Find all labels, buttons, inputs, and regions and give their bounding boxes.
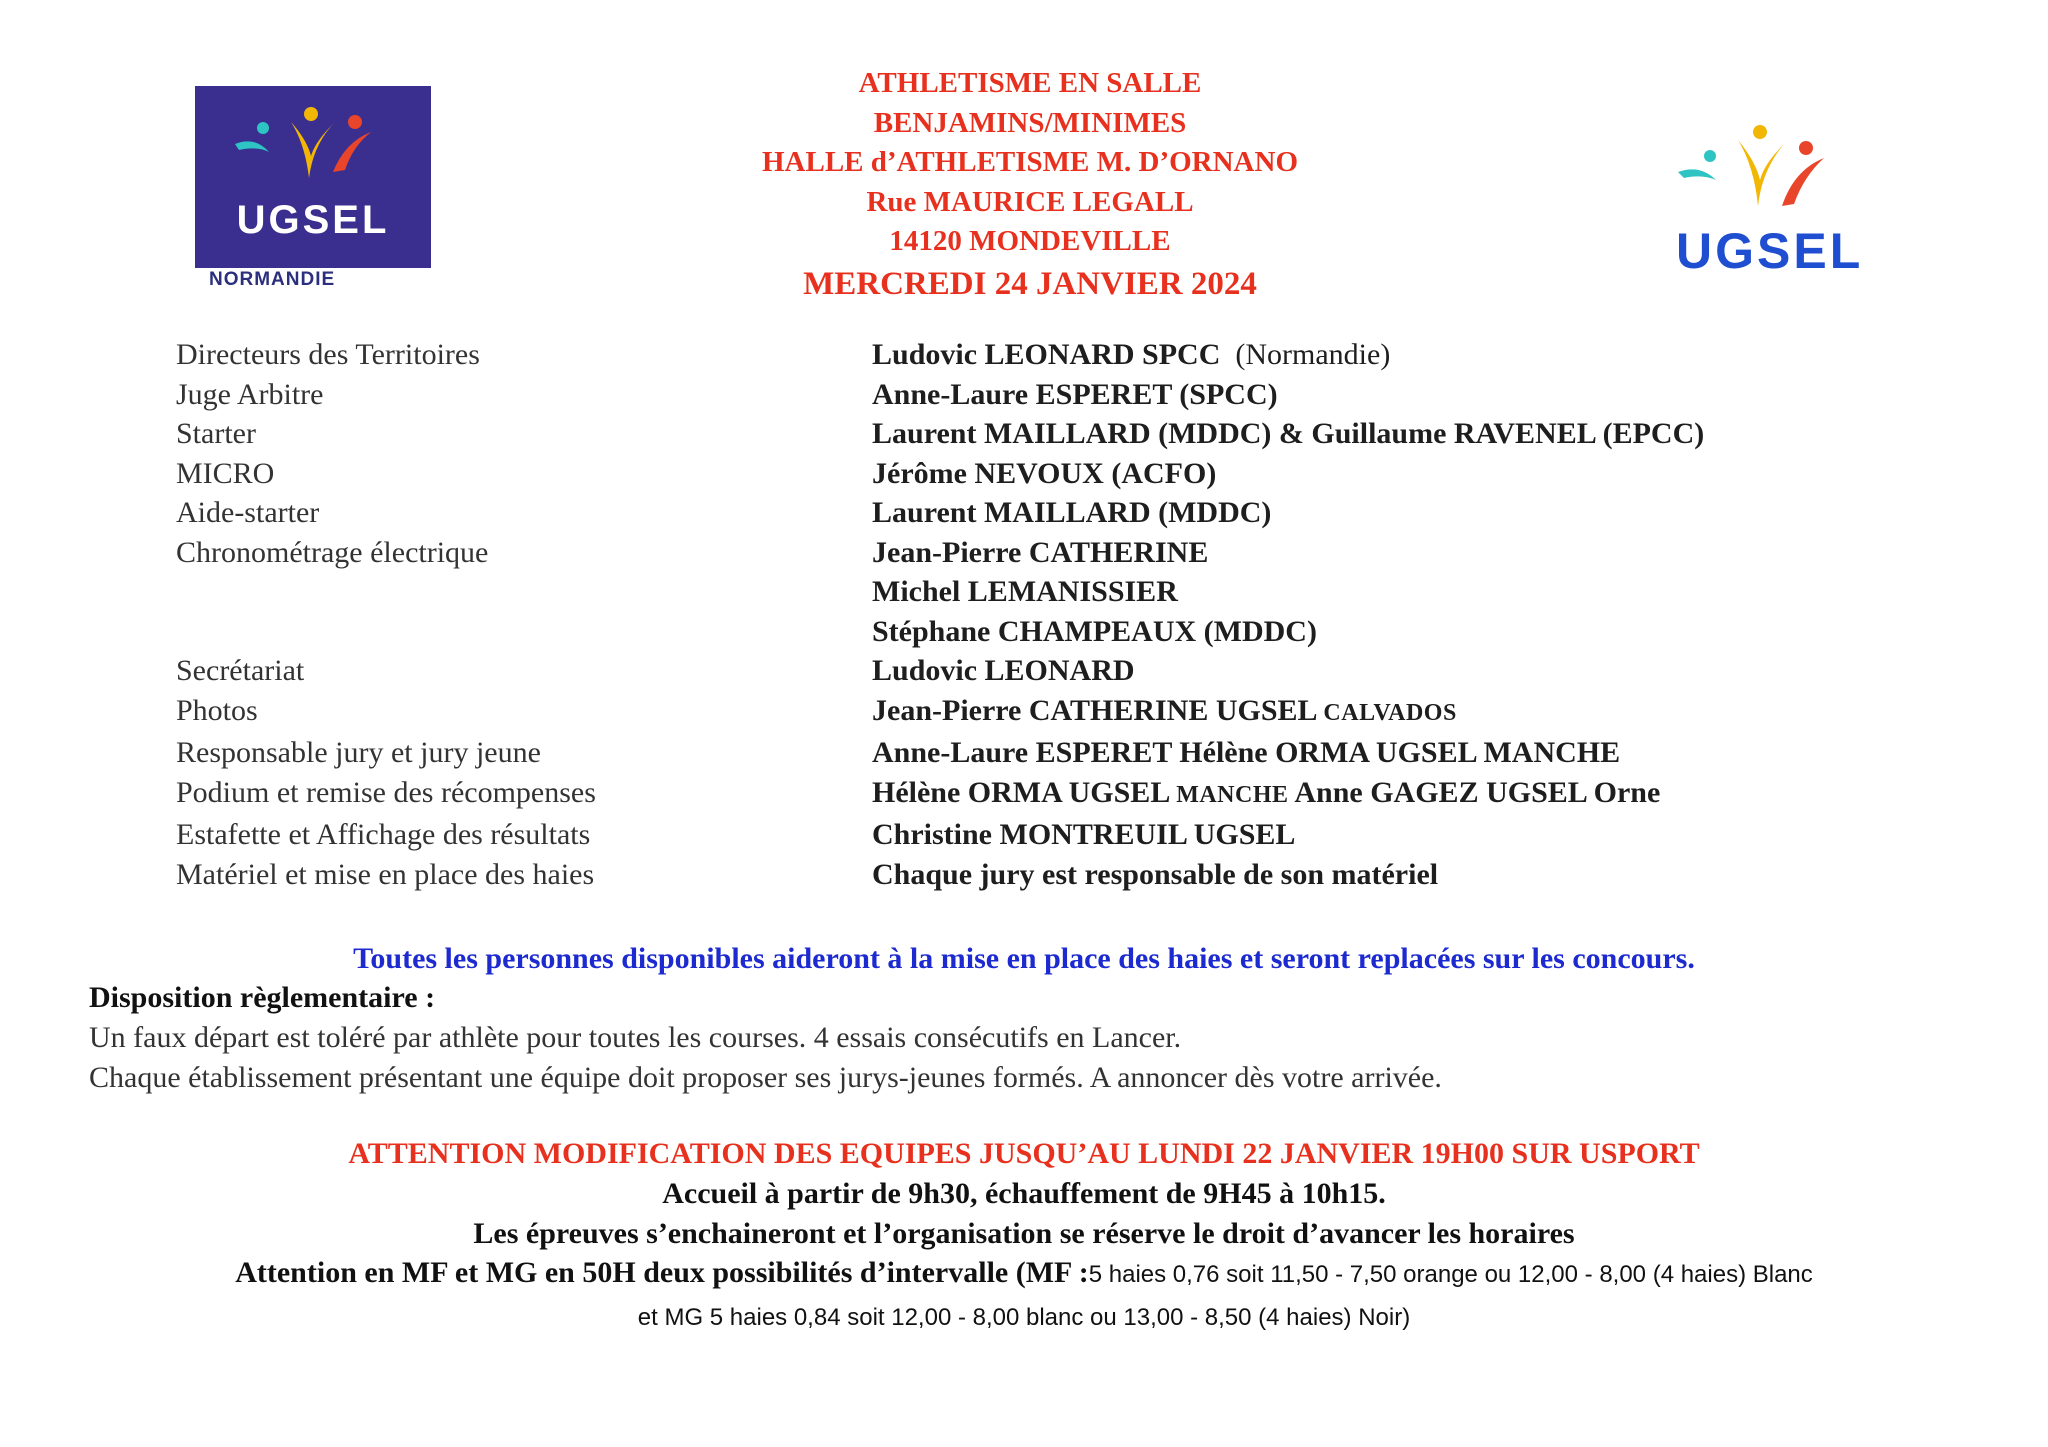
hurdles-bold: Attention en MF et MG en 50H deux possibilités d’intervalle (MF : xyxy=(235,1256,1089,1289)
logo-word: UGSEL xyxy=(236,198,390,242)
role-row xyxy=(176,335,1976,375)
regulations-line: Chaque établissement présentant une équipe doit proposer ses jurys-jeunes formés. A annoncer dès votre arrivée. xyxy=(89,1061,1442,1094)
event-header xyxy=(600,64,1460,306)
attention-banner: ATTENTION MODIFICATION DES EQUIPES JUSQU’AU LUNDI 22 JANVIER 19H00 SUR USPORT xyxy=(348,1137,1700,1170)
role-value: Christine MONTREUIL UGSEL xyxy=(872,818,1296,851)
role-value: Anne-Laure ESPERET Hélène ORMA UGSEL MANCHE xyxy=(872,736,1621,769)
role-value: Ludovic LEONARD xyxy=(872,654,1135,687)
regulations xyxy=(89,978,1989,1098)
role-row xyxy=(176,691,1976,734)
role-label: Secrétariat xyxy=(176,654,305,687)
schedule-notes xyxy=(0,1174,2048,1254)
hurdles-line-2: et MG 5 haies 0,84 soit 12,00 - 8,00 blanc ou 13,00 - 8,50 (4 haies) Noir) xyxy=(637,1304,1411,1331)
helpers-note: Toutes les personnes disponibles aideront à la mise en place des haies et seront replacées sur les concours. xyxy=(353,942,1695,975)
logo-sub: NORMANDIE xyxy=(209,269,336,290)
header-line-1: ATHLETISME EN SALLE xyxy=(858,67,1202,99)
figures-icon xyxy=(195,86,431,196)
role-row xyxy=(176,493,1976,533)
role-value xyxy=(872,773,1660,816)
figures-icon xyxy=(1660,118,1880,228)
hurdles-note xyxy=(0,1253,2048,1338)
role-row xyxy=(176,651,1976,691)
role-row xyxy=(176,572,1976,612)
role-row xyxy=(176,414,1976,454)
event-date: MERCREDI 24 JANVIER 2024 xyxy=(803,265,1257,302)
role-value-text: Ludovic LEONARD SPCC xyxy=(872,338,1221,371)
role-row xyxy=(176,454,1976,494)
header-line-2: BENJAMINS/MINIMES xyxy=(873,106,1187,139)
role-row xyxy=(176,733,1976,773)
role-label: Juge Arbitre xyxy=(176,377,324,411)
header-line-5: 14120 MONDEVILLE xyxy=(889,225,1171,257)
role-label: Matériel et mise en place des haies xyxy=(176,857,595,891)
ugsel-logo xyxy=(1660,118,1880,278)
role-row xyxy=(176,855,1976,895)
role-value xyxy=(872,691,1457,734)
hurdles-rest: 5 haies 0,76 soit 11,50 - 7,50 orange ou 12,00 - 8,00 (4 haies) Blanc xyxy=(1088,1261,1813,1288)
regulations-title: Disposition règlementaire : xyxy=(89,981,436,1014)
logo-word: UGSEL xyxy=(1676,223,1864,279)
role-value: Laurent MAILLARD (MDDC) & Guillaume RAVENEL (EPCC) xyxy=(872,417,1705,450)
role-value xyxy=(872,335,1390,375)
role-label-empty xyxy=(176,572,872,612)
role-label-empty xyxy=(176,612,872,652)
role-value: Stéphane CHAMPEAUX (MDDC) xyxy=(872,614,1317,648)
role-label: Photos xyxy=(176,693,258,727)
role-extra: (Normandie) xyxy=(1235,338,1391,371)
role-value: Anne-Laure ESPERET (SPCC) xyxy=(872,377,1278,411)
role-row xyxy=(176,773,1976,816)
role-row xyxy=(176,815,1976,855)
role-label: Podium et remise des récompenses xyxy=(176,775,596,809)
role-row xyxy=(176,533,1976,573)
header-line-4: Rue MAURICE LEGALL xyxy=(866,185,1194,218)
role-value: Jérôme NEVOUX (ACFO) xyxy=(872,456,1217,490)
role-label: MICRO xyxy=(176,456,275,490)
header-line-3: HALLE d’ATHLETISME M. D’ORNANO xyxy=(761,146,1299,178)
role-value: Michel LEMANISSIER xyxy=(872,575,1178,608)
role-value-text: Hélène ORMA UGSEL xyxy=(872,775,1169,809)
ugsel-normandie-logo xyxy=(195,86,435,291)
role-small: CALVADOS xyxy=(1323,699,1457,726)
role-value-text: Jean-Pierre CATHERINE UGSEL xyxy=(872,693,1316,727)
accueil-line: Accueil à partir de 9h30, échauffement de 9H45 à 10h15. xyxy=(662,1177,1386,1210)
role-label: Starter xyxy=(176,417,256,450)
roles-list xyxy=(176,335,1976,894)
hurdles-line-1 xyxy=(0,1253,2048,1298)
role-value: Chaque jury est responsable de son matériel xyxy=(872,857,1439,891)
role-value: Jean-Pierre CATHERINE xyxy=(872,535,1209,569)
role-row xyxy=(176,612,1976,652)
role-label: Directeurs des Territoires xyxy=(176,338,480,371)
regulations-line: Un faux départ est toléré par athlète pour toutes les courses. 4 essais consécutifs en Lancer. xyxy=(89,1021,1182,1054)
role-value-text: Anne GAGEZ UGSEL Orne xyxy=(1294,775,1661,809)
role-value: Laurent MAILLARD (MDDC) xyxy=(872,496,1272,529)
logo-box xyxy=(195,86,431,268)
role-label: Responsable jury et jury jeune xyxy=(176,736,541,769)
role-label: Estafette et Affichage des résultats xyxy=(176,818,591,851)
epreuves-line: Les épreuves s’enchaineront et l’organisation se réserve le droit d’avancer les horaires xyxy=(473,1217,1575,1250)
role-label: Aide-starter xyxy=(176,496,320,529)
role-row xyxy=(176,375,1976,415)
role-small: MANCHE xyxy=(1176,781,1289,808)
role-label: Chronométrage électrique xyxy=(176,535,489,569)
